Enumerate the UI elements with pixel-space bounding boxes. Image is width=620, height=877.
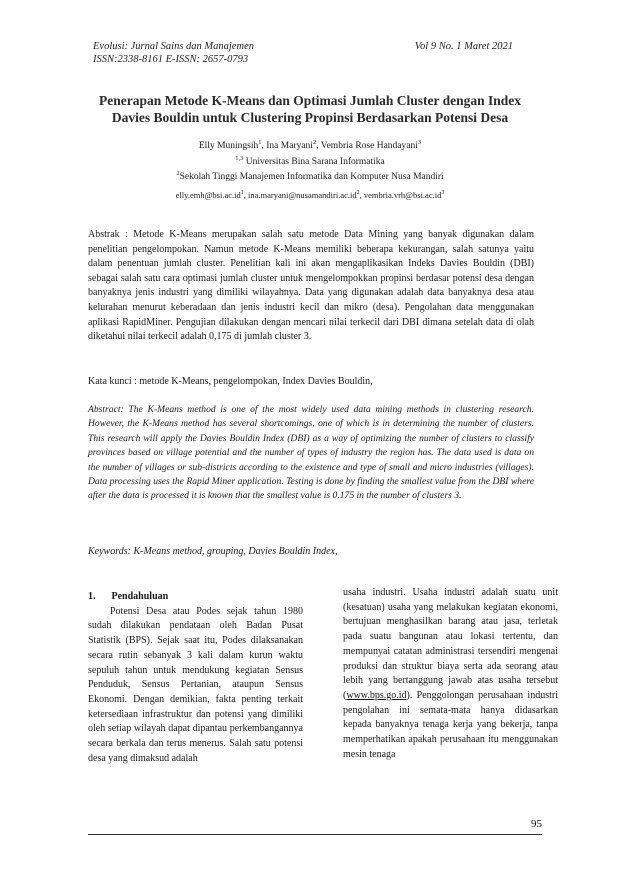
affiliation-2-sup: 2: [176, 170, 180, 178]
email-1: elly.emh@bsi.ac.id: [175, 190, 241, 200]
paper-title-line-2: Davies Bouldin untuk Clustering Propinsi Berdasarkan Potensi Desa: [111, 110, 509, 125]
affiliation-1-text: Universitas Bina Sarana Informatika: [243, 156, 385, 167]
bps-link[interactable]: www.bps.go.id: [346, 689, 407, 701]
affiliation-2: [60, 168, 560, 184]
body-column-left: [88, 590, 303, 766]
section-heading: [88, 590, 303, 605]
paper-title: [60, 92, 560, 126]
body-column-right: [343, 586, 558, 762]
affiliation-2-text: Sekolah Tinggi Manajemen Informatika dan Komputer Nusa Mandiri: [179, 172, 444, 183]
author-block: [60, 137, 560, 184]
section-title: Pendahuluan: [111, 591, 169, 602]
email-3-sup: 3: [441, 190, 445, 197]
section-number: 1.: [88, 591, 96, 602]
page-number: 95: [531, 818, 542, 830]
journal-volume: Vol 9 No. 1 Maret 2021: [414, 41, 513, 52]
author-2-sup: 2: [312, 139, 317, 146]
keywords-english: Keywords: K-Means method, grouping, Davies Bouldin Index,: [88, 546, 338, 557]
journal-name: Evolusi: Jurnal Sains dan Manajemen: [93, 41, 254, 52]
author-emails: [60, 190, 560, 200]
intro-paragraph-right: [343, 586, 558, 762]
abstract-english: Abstract: The K-Means method is one of the most widely used data mining methods in clustering research. However, the K-Means method has several shortcomings, one of which is in determining the number of clusters. This research will apply the Davies Bouldin Index (DBI) as a way of optimizing the number of clusters to classify provinces based on village potential and the number of types of industry the region has. The data used is data on the number of villages or sub-districts according to the existence and type of small and micro industries (villages). Data processing uses the Rapid Miner application. Testing is done by finding the smallest value from the DBI where after the data is processed it is known that the smallest value is 0.175 in the number of clusters 3.: [88, 404, 534, 502]
email-1-sup: 1: [240, 190, 244, 197]
author-1-sup: 1: [258, 139, 262, 146]
email-2-sup: 2: [356, 190, 360, 197]
author-3: , Vembria Rose Handayani: [316, 141, 418, 152]
author-2: , Ina Maryani: [261, 141, 313, 152]
affiliation-1-sup: 1,3: [235, 154, 244, 162]
abstrak-paragraph: Abstrak : Metode K-Means merupakan salah satu metode Data Mining yang banyak digunakan dalam penelitian pengelompokan. Namun metode K-Means memiliki beberapa kekurangan, salah satunya yaitu dalam penentuan jumlah cluster. Penelitian kali ini akan mengaplikasikan Indeks Davies Bouldin (DBI) sebagai salah satu cara optimasi jumlah cluster untuk mengelompokkan propinsi berdasar potensi desa dengan banyaknya jenis industri yang dimiliki wilayahnya. Data yang digunakan adalah data banyaknya desa atau kelurahan menurut keberadaan dan jenis industri kecil dan mikro (desa). Pengolahan data menggunakan aplikasi RapidMiner. Pengujian dilakukan dengan mencari nilai terkecil dari DBI dimana setelah data di olah diketahui nilai terkecil adalah 0,175 di jumlah cluster 3.: [88, 229, 534, 343]
author-names: [60, 137, 560, 153]
journal-header: [93, 40, 513, 54]
email-2: , ina.maryani@nusamandiri.ac.id: [243, 190, 357, 200]
footer-rule: [88, 834, 542, 835]
affiliation-1: [60, 153, 560, 169]
intro-paragraph-left: Potensi Desa atau Podes sejak tahun 1980 sudah dilakukan pendataan oleh Badan Pusat Statistik (BPS). Sejak saat itu, Podes dilaksanakan secara rutin sebanyak 3 kali dalam kurun waktu sepuluh tahun untuk mendukung kegiatan Sensus Penduduk, Sensus Pertanian, ataupun Sensus Ekonomi. Dengan demikian, fakta penting terkait ketersediaan infrastruktur dan potensi yang dimiliki oleh setiap wilayah dapat dipantau perkembangannya secara berkala dan terus menerus. Salah satu potensi desa yang dimaksud adalah: [88, 605, 303, 764]
author-1: Elly Muningsih: [198, 141, 259, 152]
journal-issn: ISSN:2338-8161 E-ISSN: 2657-0793: [93, 54, 249, 65]
intro-right-text-a: usaha industri. Usaha industri adalah suatu unit (kesatuan) usaha yang melakukan kegiatan ekonomi, bertujuan menghasilkan barang atau jasa, terletak pada suatu bangunan atau lokasi tertentu, dan mempunyai catatan administrasi tersendiri mengenai produksi dan struktur biaya serta ada seorang atau lebih yang bertanggung jawab atas usaha tersebut (: [343, 587, 558, 701]
kata-kunci: Kata kunci : metode K-Means, pengelompokan, Index Davies Bouldin,: [88, 376, 373, 387]
intro-right-text-b: ). Penggolongan perusahaan industri pengolahan ini semata-mata hanya didasarkan kepada banyaknya tenaga kerja yang bekerja, tanpa memperhatikan apakah perusahaan itu menggunakan mesin tenaga: [343, 689, 558, 760]
email-3: , vembria.vrh@bsi.ac.id: [359, 190, 442, 200]
paper-title-line-1: Penerapan Metode K-Means dan Optimasi Jumlah Cluster dengan Index: [98, 93, 522, 108]
author-3-sup: 3: [417, 139, 422, 146]
